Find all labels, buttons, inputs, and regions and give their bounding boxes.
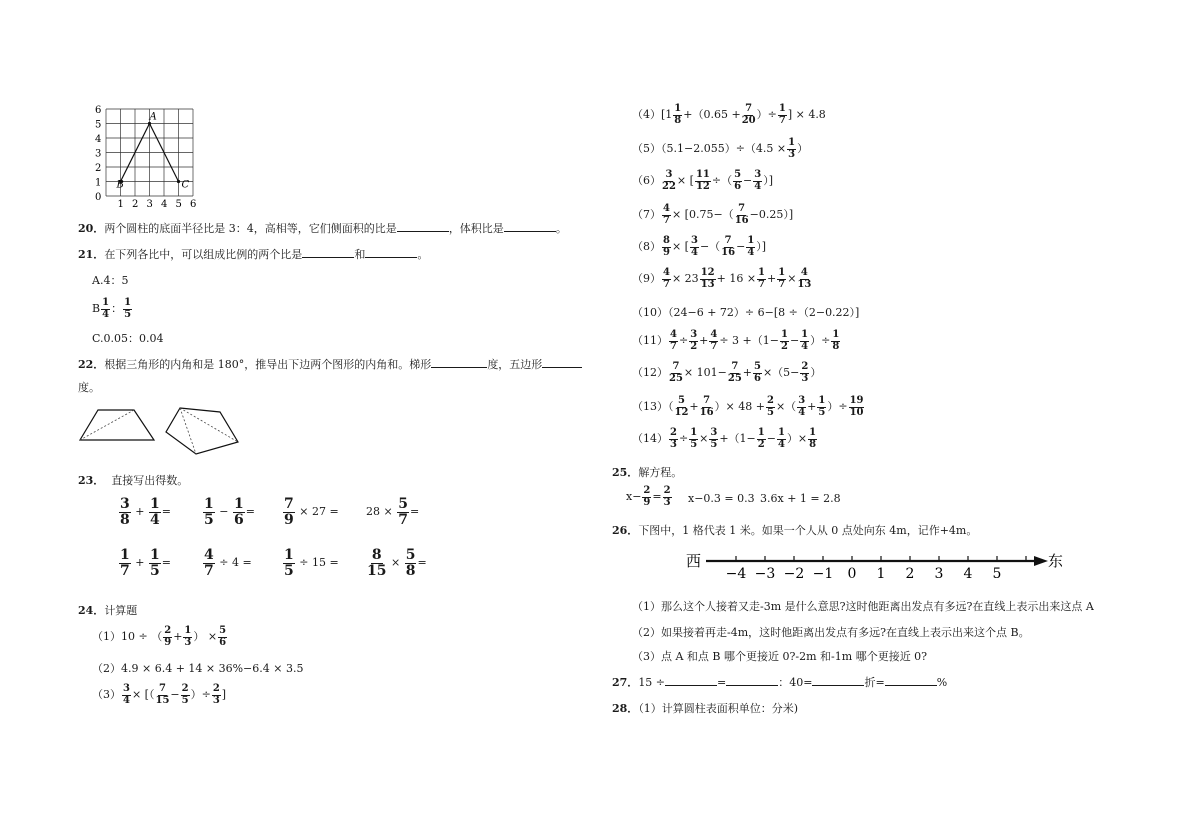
calc-8: （8） $\frac{8}{9}$ × [ $\frac{3}{4}$ −（ $\frac{7}{16}$ − $\frac{1}{4}$ ）] bbox=[632, 235, 767, 258]
pentagon-figure bbox=[162, 402, 246, 458]
question-23 bbox=[78, 472, 188, 488]
fraction: $\frac{4}{7}$ bbox=[663, 267, 670, 290]
question-26 bbox=[612, 522, 977, 538]
fraction: $\frac{1}{5}$ bbox=[690, 427, 698, 450]
expr-text: % bbox=[936, 676, 948, 689]
question-text: 。 bbox=[417, 248, 429, 261]
mental-math-item bbox=[202, 497, 255, 527]
fraction: $\frac{1}{5}$ bbox=[284, 547, 294, 579]
fraction: $\frac{8}{9}$ bbox=[663, 235, 670, 258]
answer-blank[interactable] bbox=[431, 357, 487, 368]
fraction: $\frac{1}{8}$ bbox=[809, 427, 817, 450]
fraction: $\frac{3}{4}$ bbox=[754, 169, 762, 192]
number-line-label: 2 bbox=[905, 566, 915, 582]
trapezoid-figure bbox=[78, 404, 158, 444]
question-number: 24． bbox=[78, 604, 105, 617]
question-number: 28． bbox=[612, 702, 639, 715]
expr-text: （11） bbox=[632, 334, 668, 347]
question-28 bbox=[612, 700, 798, 716]
fraction: $\frac{1}{6}$ bbox=[233, 496, 244, 528]
question-text: ，体积比是 bbox=[448, 222, 504, 235]
number-line-label: 0 bbox=[847, 566, 857, 582]
number-line-label: 1 bbox=[876, 566, 886, 582]
q26-part-1: （1）那么这个人接着又走-3m 是什么意思?这时他距离出发点有多远?在直线上表示出来这点 A bbox=[632, 600, 1094, 613]
calc-6: （6） $\frac{3}{22}$ × [ $\frac{11}{12}$ ÷（ $\frac{5}{6}$ − $\frac{3}{4}$ ）] bbox=[632, 169, 774, 192]
calc-3: （3） $\frac{3}{4}$ × [（ $\frac{7}{15}$ − $\frac{2}{5}$ ）÷ $\frac{2}{3}$ ] bbox=[92, 683, 227, 706]
question-22 bbox=[78, 356, 582, 372]
number-line-label: −1 bbox=[812, 566, 834, 582]
calc-11: （11） $\frac{4}{7}$ ÷ $\frac{3}{2}$ + $\frac{4}{7}$ ÷ 3 +（1− $\frac{1}{2}$ − $\frac{1}{4}$ ）÷ $\frac{1}{8}$ bbox=[632, 329, 840, 352]
fraction: $\frac{2}{9}$ bbox=[164, 625, 172, 648]
option-a: A.4：5 bbox=[92, 274, 129, 287]
answer-blank[interactable] bbox=[542, 357, 582, 368]
answer-blank[interactable] bbox=[665, 675, 717, 686]
question-number: 20． bbox=[78, 222, 105, 235]
coordinate-grid-figure bbox=[88, 102, 208, 208]
fraction: $\frac{3}{8}$ bbox=[120, 496, 130, 528]
question-27 bbox=[612, 674, 947, 690]
mental-math-item bbox=[118, 548, 171, 578]
y-tick-label: 6 bbox=[95, 105, 102, 116]
fraction: $\frac{5}{7}$ bbox=[398, 496, 408, 528]
expr-text: = bbox=[161, 556, 171, 570]
fraction: $\frac{12}{13}$ bbox=[700, 267, 715, 290]
answer-blank[interactable] bbox=[812, 675, 864, 686]
answer-blank[interactable] bbox=[397, 221, 449, 232]
fraction: $\frac{7}{15}$ bbox=[155, 683, 170, 706]
answer-blank[interactable] bbox=[504, 221, 556, 232]
y-tick-label: 3 bbox=[95, 148, 102, 160]
answer-blank[interactable] bbox=[885, 675, 937, 686]
equation-2: x−0.3 = 0.3 bbox=[688, 492, 755, 505]
y-tick-label: 1 bbox=[95, 177, 102, 189]
equation-3: 3.6x + 1 = 2.8 bbox=[760, 492, 841, 505]
fraction: $\frac{1}{8}$ bbox=[674, 103, 682, 126]
expr-text: （12） bbox=[632, 366, 668, 379]
y-tick-label: 5 bbox=[95, 119, 102, 131]
option-label: B bbox=[92, 302, 101, 315]
expr-text: = bbox=[417, 556, 427, 570]
number-line-figure bbox=[682, 548, 1066, 582]
fraction: $\frac{1}{5}$ bbox=[204, 496, 214, 528]
expr-text: = bbox=[245, 505, 255, 519]
question-24 bbox=[78, 602, 137, 618]
fraction: $\frac{3}{5}$ bbox=[710, 427, 718, 450]
fraction: $\frac{1}{7}$ bbox=[120, 547, 130, 579]
point-label: A bbox=[149, 111, 157, 123]
fraction: $\frac{1}{4}$ bbox=[102, 297, 110, 320]
fraction: $\frac{1}{7}$ bbox=[778, 267, 786, 290]
question-number: 26． bbox=[612, 524, 639, 537]
y-tick-label: 2 bbox=[95, 163, 102, 174]
fraction: $\frac{1}{5}$ bbox=[124, 297, 132, 320]
expr-text: − bbox=[215, 505, 232, 519]
question-number: 25． bbox=[612, 466, 639, 479]
fraction: $\frac{7}{16}$ bbox=[721, 235, 736, 258]
point-label: C bbox=[181, 179, 190, 191]
question-number: 21． bbox=[78, 248, 105, 261]
fraction: $\frac{1}{4}$ bbox=[747, 235, 755, 258]
fraction: $\frac{1}{5}$ bbox=[818, 395, 826, 418]
fraction: $\frac{5}{6}$ bbox=[734, 169, 742, 192]
expr-text: 28 × bbox=[366, 505, 397, 519]
question-text: 直接写出得数。 bbox=[111, 474, 189, 487]
q26-part-2: （2）如果接着再走-4m，这时他距离出发点有多远?在直线上表示出来这个点 B。 bbox=[632, 626, 1030, 639]
point-label: B bbox=[116, 179, 124, 191]
expr-text: ÷ 4 = bbox=[215, 556, 252, 570]
expr-text: ：40= bbox=[778, 676, 813, 689]
calc-12: （12） $\frac{7}{25}$ × 101− $\frac{7}{25}$ + $\frac{5}{6}$ ×（5− $\frac{2}{3}$ ） bbox=[632, 361, 822, 384]
fraction: $\frac{2}{3}$ bbox=[801, 361, 809, 384]
expr-text: （4） bbox=[632, 108, 661, 121]
question-text: 在下列各比中，可以组成比例的两个比是 bbox=[104, 248, 303, 261]
fraction: $\frac{2}{5}$ bbox=[181, 683, 189, 706]
option-c: C.0.05：0.04 bbox=[92, 332, 164, 345]
calc-13: （13）（ $\frac{5}{12}$ + $\frac{7}{16}$ ）× 48 + $\frac{2}{5}$ ×（ $\frac{3}{4}$ + $\frac{1}{5}$ ）÷ $\frac{19}{10}$ bbox=[632, 395, 864, 418]
question-21 bbox=[78, 246, 428, 262]
mental-math-item bbox=[282, 497, 339, 527]
fraction: $\frac{4}{7}$ bbox=[710, 329, 718, 352]
fraction: $\frac{11}{12}$ bbox=[695, 169, 710, 192]
fraction: $\frac{5}{12}$ bbox=[674, 395, 689, 418]
fraction: $\frac{4}{7}$ bbox=[204, 547, 214, 579]
fraction: $\frac{3}{4}$ bbox=[690, 235, 698, 258]
question-text: 根据三角形的内角和是 180°，推导出下边两个图形的内角和。梯形 bbox=[104, 358, 432, 371]
expr-text: ） bbox=[797, 142, 809, 155]
number-line-label: 3 bbox=[934, 566, 944, 582]
fraction: $\frac{1}{7}$ bbox=[778, 103, 786, 126]
y-tick-label: 4 bbox=[95, 134, 102, 145]
calc-9: （9） $\frac{4}{7}$ × 23 $\frac{12}{13}$ + 16 × $\frac{1}{7}$ + $\frac{1}{7}$ × $\frac{4}{13}$ bbox=[632, 267, 812, 290]
fraction: $\frac{1}{4}$ bbox=[777, 427, 785, 450]
expr-text: （7） bbox=[632, 208, 661, 221]
expr-text: ÷ 15 = bbox=[295, 556, 339, 570]
mental-math-item bbox=[366, 497, 419, 527]
question-20 bbox=[78, 220, 567, 236]
expr-text: + bbox=[131, 556, 148, 570]
east-label: 东 bbox=[1048, 552, 1064, 570]
question-text: 两个圆柱的底面半径比是 3：4，高相等，它们侧面积的比是 bbox=[104, 222, 397, 235]
fraction: $\frac{2}{3}$ bbox=[212, 683, 220, 706]
question-text: 和 bbox=[354, 248, 366, 261]
answer-blank[interactable] bbox=[726, 675, 778, 686]
expr-text: （5）（5.1−2.055）÷（4.5 × bbox=[632, 142, 787, 155]
expr-text: 15 ÷ bbox=[638, 676, 666, 689]
fraction: $\frac{5}{6}$ bbox=[754, 361, 761, 384]
expr-text: （8） bbox=[632, 240, 661, 253]
fraction: $\frac{3}{4}$ bbox=[798, 395, 806, 418]
calc-5 bbox=[632, 138, 808, 160]
question-25 bbox=[612, 464, 682, 480]
expr-text: （14） bbox=[632, 432, 668, 445]
expr-text: （3） bbox=[92, 688, 121, 701]
mental-math-item bbox=[282, 548, 339, 578]
fraction: $\frac{1}{3}$ bbox=[184, 625, 192, 648]
question-text: 计算题 bbox=[104, 604, 138, 617]
question-text: （1）计算圆柱表面积单位：分米) bbox=[638, 702, 799, 715]
expr-text: （13） bbox=[632, 400, 668, 413]
number-line-label: 5 bbox=[992, 566, 1002, 582]
fraction: $\frac{1}{4}$ bbox=[149, 496, 160, 528]
expr-text: x− bbox=[626, 490, 642, 503]
x-tick-label: 2 bbox=[132, 199, 139, 208]
fraction: $\frac{7}{16}$ bbox=[699, 395, 714, 418]
expr-text: （6） bbox=[632, 174, 661, 187]
x-tick-label: 3 bbox=[146, 199, 153, 208]
expr-text: = bbox=[161, 505, 171, 519]
equation-1 bbox=[626, 486, 673, 508]
fraction: $\frac{7}{16}$ bbox=[734, 203, 749, 226]
expr-text: × bbox=[387, 556, 404, 570]
fraction: $\frac{19}{10}$ bbox=[849, 395, 864, 418]
x-tick-label: 1 bbox=[117, 199, 124, 208]
fraction: $\frac{1}{4}$ bbox=[801, 329, 809, 352]
fraction: $\frac{2}{3}$ bbox=[670, 427, 677, 450]
question-text: 。 bbox=[555, 222, 567, 235]
question-text: 度，五边形 bbox=[487, 358, 543, 371]
fraction: $\frac{2}{3}$ bbox=[663, 485, 671, 508]
ratio-colon: ： bbox=[111, 302, 123, 315]
expr-text: = bbox=[717, 676, 727, 689]
question-22-line2: 度。 bbox=[78, 381, 100, 394]
fraction: $\frac{7}{25}$ bbox=[727, 361, 742, 384]
calc-2: （2）4.9 × 6.4 + 14 × 36%−6.4 × 3.5 bbox=[92, 662, 304, 675]
fraction: $\frac{1}{8}$ bbox=[832, 329, 840, 352]
answer-blank[interactable] bbox=[365, 247, 417, 258]
fraction: $\frac{5}{8}$ bbox=[405, 547, 416, 579]
number-line-label: 4 bbox=[963, 566, 973, 582]
number-line-label: −2 bbox=[783, 566, 805, 582]
fraction: $\frac{1}{7}$ bbox=[758, 267, 766, 290]
question-number: 23． bbox=[78, 474, 105, 487]
fraction: $\frac{2}{9}$ bbox=[643, 485, 651, 508]
calc-10: （10）（24−6 + 72）÷ 6−[8 ÷（2−0.22）] bbox=[632, 306, 860, 319]
answer-blank[interactable] bbox=[302, 247, 354, 258]
mental-math-item bbox=[366, 548, 427, 578]
calc-4: （4）[1 $\frac{1}{8}$ +（0.65 + $\frac{7}{20}$ ）÷ $\frac{1}{7}$ ] × 4.8 bbox=[632, 103, 826, 126]
fraction: $\frac{5}{6}$ bbox=[219, 625, 227, 648]
calc-7: （7） $\frac{4}{7}$ × [0.75−（ $\frac{7}{16}$ −0.25）] bbox=[632, 203, 794, 226]
fraction: $\frac{7}{20}$ bbox=[741, 103, 756, 126]
fraction: $\frac{1}{5}$ bbox=[149, 547, 160, 579]
fraction: $\frac{7}{25}$ bbox=[669, 361, 683, 384]
expr-text: 折= bbox=[864, 676, 885, 689]
number-line-label: −3 bbox=[754, 566, 776, 582]
y-tick-label: 0 bbox=[95, 192, 102, 203]
fraction: $\frac{3}{2}$ bbox=[690, 329, 698, 352]
q26-part-3: （3）点 A 和点 B 哪个更接近 0?-2m 和-1m 哪个更接近 0? bbox=[632, 650, 928, 663]
option-b bbox=[92, 298, 133, 320]
question-text: 解方程。 bbox=[638, 466, 683, 479]
fraction: $\frac{4}{13}$ bbox=[797, 267, 812, 290]
fraction: $\frac{7}{9}$ bbox=[284, 496, 294, 528]
fraction: $\frac{8}{15}$ bbox=[367, 547, 387, 579]
fraction: $\frac{1}{3}$ bbox=[788, 137, 796, 160]
fraction: $\frac{2}{5}$ bbox=[767, 395, 774, 418]
expr-text: × 27 = bbox=[295, 505, 339, 519]
x-tick-label: 4 bbox=[161, 199, 168, 208]
expr-text: ） × bbox=[193, 630, 218, 643]
fraction: $\frac{1}{2}$ bbox=[757, 427, 765, 450]
question-text: 下图中，1 格代表 1 米。如果一个人从 0 点处向东 4m，记作+4m。 bbox=[638, 524, 978, 537]
mental-math-item bbox=[118, 497, 171, 527]
fraction: $\frac{4}{7}$ bbox=[663, 203, 670, 226]
fraction: $\frac{3}{4}$ bbox=[123, 683, 130, 706]
expr-text: = bbox=[652, 490, 662, 503]
expr-text: （9） bbox=[632, 272, 661, 285]
question-number: 22． bbox=[78, 358, 105, 371]
x-tick-label: 6 bbox=[190, 199, 197, 208]
mental-math-item bbox=[202, 548, 252, 578]
expr-text: （1）10 ÷ （ bbox=[92, 630, 163, 643]
fraction: $\frac{3}{22}$ bbox=[662, 169, 676, 192]
calc-1: （1）10 ÷ （ $\frac{2}{9}$ + $\frac{1}{3}$ ） × $\frac{5}{6}$ bbox=[92, 625, 227, 648]
fraction: $\frac{1}{2}$ bbox=[780, 329, 788, 352]
x-tick-label: 5 bbox=[175, 199, 182, 208]
fraction: $\frac{4}{7}$ bbox=[670, 329, 677, 352]
west-label: 西 bbox=[686, 552, 702, 570]
number-line-label: −4 bbox=[725, 566, 747, 582]
question-number: 27． bbox=[612, 676, 639, 689]
calc-14: （14） $\frac{2}{3}$ ÷ $\frac{1}{5}$ × $\frac{3}{5}$ +（1− $\frac{1}{2}$ − $\frac{1}{4}$ ）× $\frac{1}{8}$ bbox=[632, 427, 817, 450]
expr-text: = bbox=[409, 505, 420, 519]
expr-text: + bbox=[131, 505, 148, 519]
